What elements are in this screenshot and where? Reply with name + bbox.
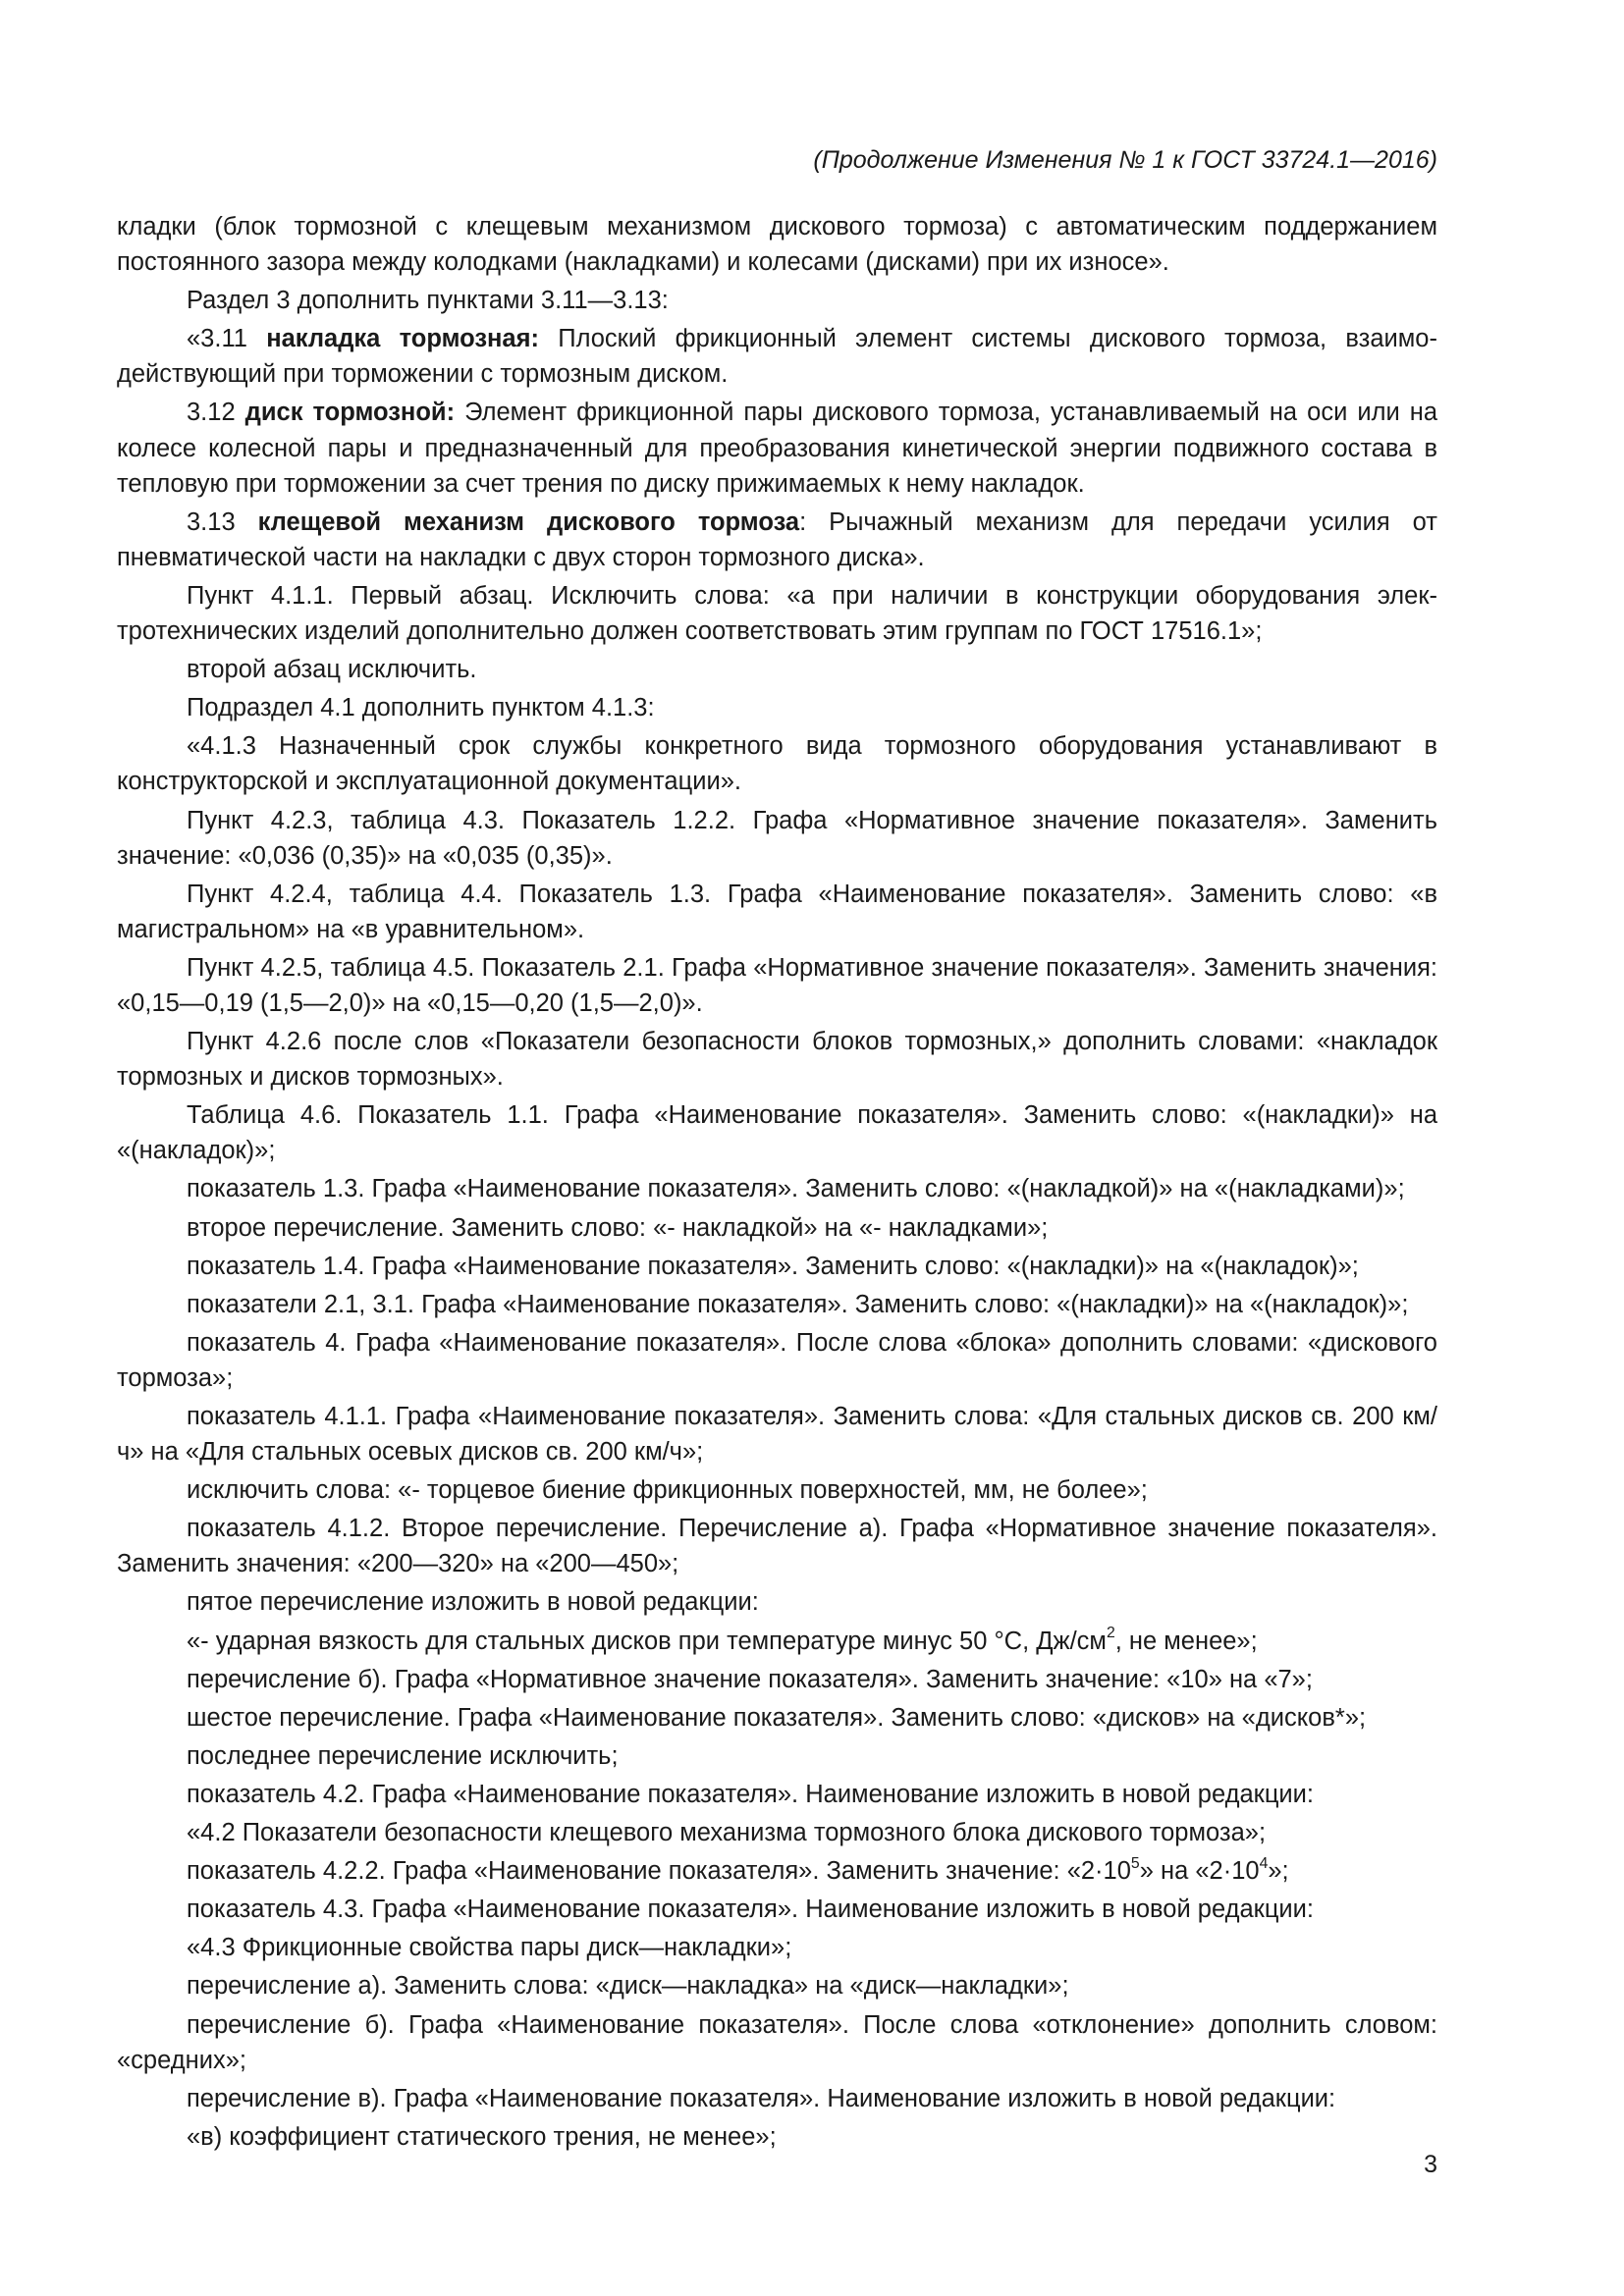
document-body [117, 209, 1437, 2155]
paragraph: перечисление а). Заменить слова: «диск—накладка» на «диск—накладки»; [187, 1972, 1069, 2001]
text-run: , не менее»; [1114, 1627, 1258, 1655]
page-number: 3 [1424, 2151, 1437, 2178]
paragraph: показатель 4. Графа «Наименование показателя». После слова «блока» дополнить словами: «дискового тормоза»; [117, 1328, 1437, 1392]
term: накладка тормозная: [266, 325, 539, 353]
paragraph: Пункт 4.2.5, таблица 4.5. Показатель 2.1. Графа «Нормативное значение показателя». Заменить значения: «0,15—0,19 (1,5—2,0)» на «0,15—0,20 (1,5—2,0)». [117, 953, 1437, 1017]
superscript: 4 [1259, 1855, 1269, 1873]
paragraph: Пункт 4.2.4, таблица 4.4. Показатель 1.3. Графа «Наименование показателя». Заменить слово: «в магистральном» на «в уравнительном». [117, 880, 1437, 943]
paragraph: «4.2 Показатели безопасности клещевого механизма тормозного блока дискового тормоза»; [187, 1819, 1267, 1847]
text-run: » на «2·10 [1139, 1857, 1260, 1886]
paragraph: показатель 1.3. Графа «Наименование показателя». Заменить слово: «(накладкой)» на «(накладками)»; [187, 1175, 1405, 1203]
paragraph: шестое перечисление. Графа «Наименование показателя». Заменить слово: «дисков» на «дисков*»; [187, 1703, 1367, 1732]
paragraph: показатель 4.3. Графа «Наименование показателя». Наименование изложить в новой редакции: [187, 1896, 1314, 1924]
term: диск тормозной: [244, 399, 456, 427]
definition-text: Элемент фрикционной пары дискового тормоза, устанавливаемый на оси или на колесе колесной пары и предназначенный для преобразования кинетической энергии подвижного состава в тепловую при торможении за счет трения по диску прижимаемых к нему накладок. [117, 399, 1438, 498]
superscript: 5 [1130, 1855, 1140, 1873]
paragraph: второй абзац исключить. [187, 656, 477, 684]
paragraph: Таблица 4.6. Показатель 1.1. Графа «Наименование показателя». Заменить слово: «(накладки)» на «(накладок)»; [117, 1101, 1437, 1165]
paragraph: показатель 1.4. Графа «Наименование показателя». Заменить слово: «(накладки)» на «(накладок)»; [187, 1252, 1359, 1280]
text-run: показатель 4.2.2. Графа «Наименование показателя». Заменить значение: «2·10 [187, 1857, 1131, 1886]
paragraph: второе перечисление. Заменить слово: «- накладкой» на «- накладками»; [187, 1213, 1049, 1242]
text-run: »; [1268, 1857, 1289, 1886]
paragraph: исключить слова: «- торцевое биение фрикционных поверхностей, мм, не более»; [187, 1476, 1148, 1505]
paragraph: перечисление в). Графа «Наименование показателя». Наименование изложить в новой редакции: [187, 2084, 1336, 2112]
paragraph: Пункт 4.2.3, таблица 4.3. Показатель 1.2.2. Графа «Нормативное значение показателя». Заменить значение: «0,036 (0,35)» на «0,035 (0,35)». [117, 806, 1437, 870]
definition-3-12 [117, 395, 1437, 501]
paragraph: показатель 4.2. Графа «Наименование показателя». Наименование изложить в новой редакции: [187, 1780, 1314, 1808]
superscript: 2 [1106, 1625, 1115, 1642]
paragraph: показатели 2.1, 3.1. Графа «Наименование показателя». Заменить слово: «(накладки)» на «(накладок)»; [187, 1290, 1409, 1318]
clause-number: «3.11 [187, 325, 267, 353]
paragraph: показатель 4.1.1. Графа «Наименование показателя». Заменить слова: «Для стальных дисков св. 200 км/ч» на «Для стальных осевых дисков св. 200 км/ч»; [117, 1403, 1437, 1467]
paragraph: «в) коэффициент статического трения, не менее»; [187, 2122, 777, 2151]
paragraph: Подраздел 4.1 дополнить пунктом 4.1.3: [187, 694, 655, 722]
paragraph: перечисление б). Графа «Нормативное значение показателя». Заменить значение: «10» на «7»; [187, 1665, 1313, 1693]
paragraph: перечисление б). Графа «Наименование показателя». После слова «отклонение» дополнить словом: «средних»; [117, 2010, 1437, 2074]
paragraph: кладки (блок тормозной с клещевым механизмом дискового тормоза) с автоматическим поддержанием постоянного зазора между колодками (накладками) и колесами (дисками) при их износе». [117, 213, 1437, 277]
clause-number: 3.13 [187, 507, 258, 536]
definition-text: Плоский фрикционный элемент системы дискового тормоза, взаимодействующий при торможении с тормозным диском. [117, 325, 1437, 389]
definition-3-13 [117, 505, 1437, 575]
paragraph: Пункт 4.1.1. Первый абзац. Исключить слова: «а при наличии в конструкции оборудования электротехнических изделий дополнительно должен соответствовать этим группам по ГОСТ 17516.1»; [117, 581, 1437, 646]
term: клещевой механизм дискового тормоза [257, 507, 800, 536]
paragraph [117, 1624, 1437, 1659]
paragraph: показатель 4.1.2. Второе перечисление. Перечисление а). Графа «Нормативное значение показателя». Заменить значения: «200—320» на «200—450»; [117, 1515, 1437, 1578]
clause-number: 3.12 [187, 399, 245, 427]
paragraph: последнее перечисление исключить; [187, 1741, 619, 1770]
definition-text: : Рычажный механизм для передачи усилия от пневматической части на накладки с двух сторон тормозного диска». [117, 507, 1437, 571]
paragraph: «4.3 Фрикционные свойства пары диск—накладки»; [187, 1934, 792, 1962]
paragraph [117, 1853, 1437, 1889]
paragraph: «4.1.3 Назначенный срок службы конкретного вида тормозного оборудования устанавливают в конструкторской и эксплуатационной документации». [117, 732, 1437, 796]
definition-3-11 [117, 321, 1437, 392]
paragraph: пятое перечисление изложить в новой редакции: [187, 1588, 759, 1617]
running-header: (Продолжение Изменения № 1 к ГОСТ 33724.1—2016) [813, 146, 1437, 174]
paragraph: Раздел 3 дополнить пунктами 3.11—3.13: [187, 287, 669, 315]
text-run: «- ударная вязкость для стальных дисков при температуре минус 50 °С, Дж/см [187, 1627, 1107, 1655]
paragraph: Пункт 4.2.6 после слов «Показатели безопасности блоков тормозных,» дополнить словами: «накладок тормозных и дисков тормозных». [117, 1028, 1437, 1092]
